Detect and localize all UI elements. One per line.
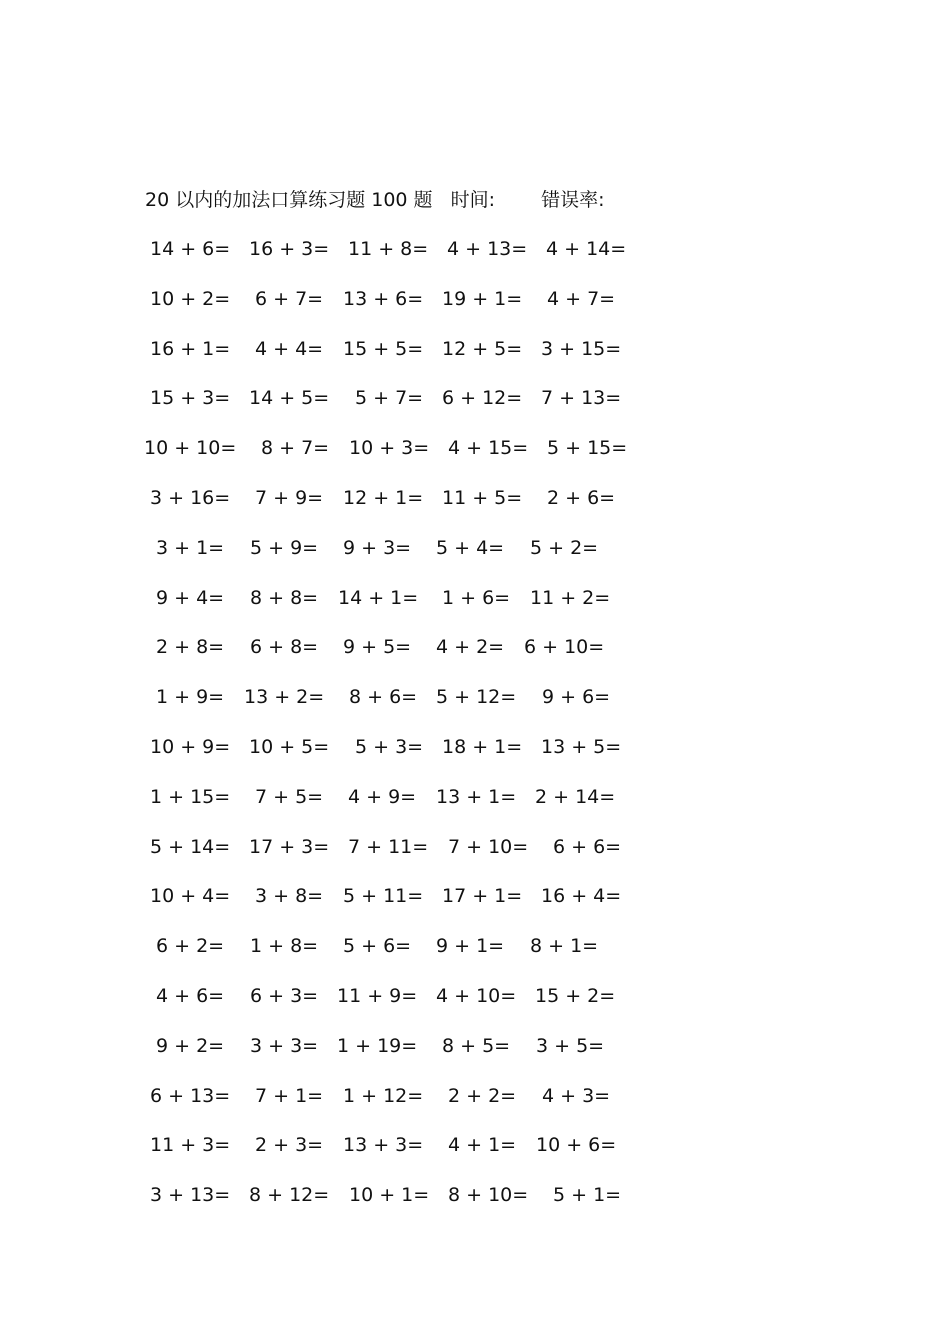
problem-cell: 15 + 5=: [343, 337, 424, 360]
problem-cell: 3 + 13=: [150, 1184, 231, 1207]
problem-row: [143, 1128, 663, 1178]
problem-cell: 3 + 15=: [541, 337, 622, 360]
problem-cell: 3 + 3=: [250, 1034, 319, 1057]
problem-cell: 8 + 10=: [448, 1184, 529, 1207]
problem-cell: 10 + 1=: [349, 1184, 430, 1207]
problem-cell: 4 + 9=: [348, 785, 417, 808]
problem-cell: 6 + 6=: [553, 835, 622, 858]
problem-row: [143, 381, 663, 431]
problem-cell: 16 + 3=: [249, 238, 330, 260]
problem-cell: 8 + 1=: [530, 935, 599, 958]
problem-cell: 7 + 5=: [255, 785, 324, 808]
problem-cell: 5 + 1=: [553, 1184, 622, 1207]
problem-row: [143, 282, 663, 332]
problem-cell: 4 + 4=: [255, 337, 324, 360]
problem-cell: 13 + 3=: [343, 1134, 424, 1157]
problem-cell: 14 + 1=: [338, 586, 419, 609]
error-rate-label: 错误率:: [541, 189, 605, 211]
problem-cell: 13 + 2=: [244, 686, 325, 709]
problem-cell: 7 + 10=: [448, 835, 529, 858]
problem-cell: 5 + 15=: [547, 437, 628, 460]
problem-cell: 2 + 3=: [255, 1134, 324, 1157]
worksheet-title: 20 以内的加法口算练习题 100 题: [145, 189, 433, 211]
problem-row: [143, 1079, 663, 1129]
problem-cell: 9 + 2=: [156, 1034, 225, 1057]
problem-cell: 7 + 13=: [541, 387, 622, 410]
problem-cell: 5 + 3=: [355, 735, 424, 758]
problem-cell: 3 + 16=: [150, 486, 231, 509]
problem-row: [143, 1029, 663, 1079]
problem-cell: 2 + 8=: [156, 636, 225, 659]
problem-cell: 7 + 1=: [255, 1084, 324, 1107]
problem-cell: 5 + 11=: [343, 885, 424, 908]
problem-row: [143, 680, 663, 730]
problem-cell: 11 + 2=: [530, 586, 611, 609]
problem-row: [143, 581, 663, 631]
problem-cell: 5 + 4=: [436, 536, 505, 559]
problem-row: [143, 332, 663, 382]
problem-grid: [143, 232, 663, 1228]
problem-cell: 8 + 12=: [249, 1184, 330, 1207]
problem-cell: 10 + 4=: [150, 885, 231, 908]
problem-cell: 13 + 5=: [541, 735, 622, 758]
problem-cell: 8 + 7=: [261, 437, 330, 460]
problem-cell: 4 + 6=: [156, 984, 225, 1007]
problem-row: [143, 481, 663, 531]
problem-cell: 9 + 1=: [436, 935, 505, 958]
problem-cell: 11 + 8=: [348, 238, 429, 260]
problem-cell: 4 + 14=: [546, 238, 627, 260]
problem-cell: 8 + 6=: [349, 686, 418, 709]
problem-row: [143, 730, 663, 780]
time-label: 时间:: [450, 189, 496, 211]
problem-cell: 5 + 9=: [250, 536, 319, 559]
problem-cell: 14 + 5=: [249, 387, 330, 410]
problem-row: [143, 830, 663, 880]
problem-cell: 4 + 13=: [447, 238, 528, 260]
problem-row: [143, 531, 663, 581]
problem-cell: 5 + 6=: [343, 935, 412, 958]
problem-cell: 5 + 12=: [436, 686, 517, 709]
worksheet-header: [145, 186, 604, 214]
problem-cell: 9 + 4=: [156, 586, 225, 609]
problem-cell: 17 + 3=: [249, 835, 330, 858]
problem-row: [143, 1178, 663, 1228]
problem-cell: 17 + 1=: [442, 885, 523, 908]
problem-row: [143, 929, 663, 979]
problem-cell: 5 + 2=: [530, 536, 599, 559]
problem-cell: 12 + 1=: [343, 486, 424, 509]
problem-row: [143, 431, 663, 481]
problem-cell: 9 + 5=: [343, 636, 412, 659]
problem-cell: 6 + 12=: [442, 387, 523, 410]
problem-cell: 6 + 8=: [250, 636, 319, 659]
problem-cell: 8 + 8=: [250, 586, 319, 609]
problem-cell: 13 + 1=: [436, 785, 517, 808]
problem-cell: 1 + 12=: [343, 1084, 424, 1107]
problem-cell: 5 + 7=: [355, 387, 424, 410]
problem-cell: 3 + 8=: [255, 885, 324, 908]
problem-cell: 1 + 19=: [337, 1034, 418, 1057]
problem-cell: 6 + 3=: [250, 984, 319, 1007]
problem-cell: 4 + 15=: [448, 437, 529, 460]
problem-cell: 1 + 9=: [156, 686, 225, 709]
problem-cell: 11 + 5=: [442, 486, 523, 509]
problem-cell: 1 + 8=: [250, 935, 319, 958]
problem-cell: 4 + 2=: [436, 636, 505, 659]
problem-cell: 19 + 1=: [442, 287, 523, 310]
problem-cell: 6 + 2=: [156, 935, 225, 958]
problem-row: [143, 780, 663, 830]
problem-cell: 10 + 2=: [150, 287, 231, 310]
problem-cell: 7 + 11=: [348, 835, 429, 858]
problem-cell: 1 + 6=: [442, 586, 511, 609]
problem-cell: 11 + 3=: [150, 1134, 231, 1157]
problem-cell: 3 + 1=: [156, 536, 225, 559]
problem-cell: 9 + 3=: [343, 536, 412, 559]
problem-row: [143, 979, 663, 1029]
problem-cell: 6 + 7=: [255, 287, 324, 310]
problem-cell: 4 + 7=: [547, 287, 616, 310]
problem-cell: 4 + 3=: [542, 1084, 611, 1107]
problem-cell: 16 + 4=: [541, 885, 622, 908]
problem-cell: 18 + 1=: [442, 735, 523, 758]
problem-cell: 3 + 5=: [536, 1034, 605, 1057]
problem-cell: 5 + 14=: [150, 835, 231, 858]
problem-cell: 9 + 6=: [542, 686, 611, 709]
problem-cell: 12 + 5=: [442, 337, 523, 360]
problem-cell: 16 + 1=: [150, 337, 231, 360]
problem-cell: 14 + 6=: [150, 238, 231, 260]
problem-cell: 10 + 10=: [144, 437, 237, 460]
problem-cell: 2 + 6=: [547, 486, 616, 509]
problem-cell: 8 + 5=: [442, 1034, 511, 1057]
problem-cell: 2 + 14=: [535, 785, 616, 808]
problem-cell: 15 + 3=: [150, 387, 231, 410]
problem-row: [143, 879, 663, 929]
problem-cell: 2 + 2=: [448, 1084, 517, 1107]
problem-cell: 10 + 5=: [249, 735, 330, 758]
problem-cell: 15 + 2=: [535, 984, 616, 1007]
problem-cell: 6 + 10=: [524, 636, 605, 659]
problem-row: [143, 630, 663, 680]
problem-cell: 1 + 15=: [150, 785, 231, 808]
problem-cell: 7 + 9=: [255, 486, 324, 509]
problem-cell: 6 + 13=: [150, 1084, 231, 1107]
problem-cell: 10 + 3=: [349, 437, 430, 460]
problem-cell: 4 + 10=: [436, 984, 517, 1007]
problem-row: [143, 232, 663, 282]
problem-cell: 11 + 9=: [337, 984, 418, 1007]
problem-cell: 4 + 1=: [448, 1134, 517, 1157]
problem-cell: 10 + 9=: [150, 735, 231, 758]
problem-cell: 13 + 6=: [343, 287, 424, 310]
problem-cell: 10 + 6=: [536, 1134, 617, 1157]
